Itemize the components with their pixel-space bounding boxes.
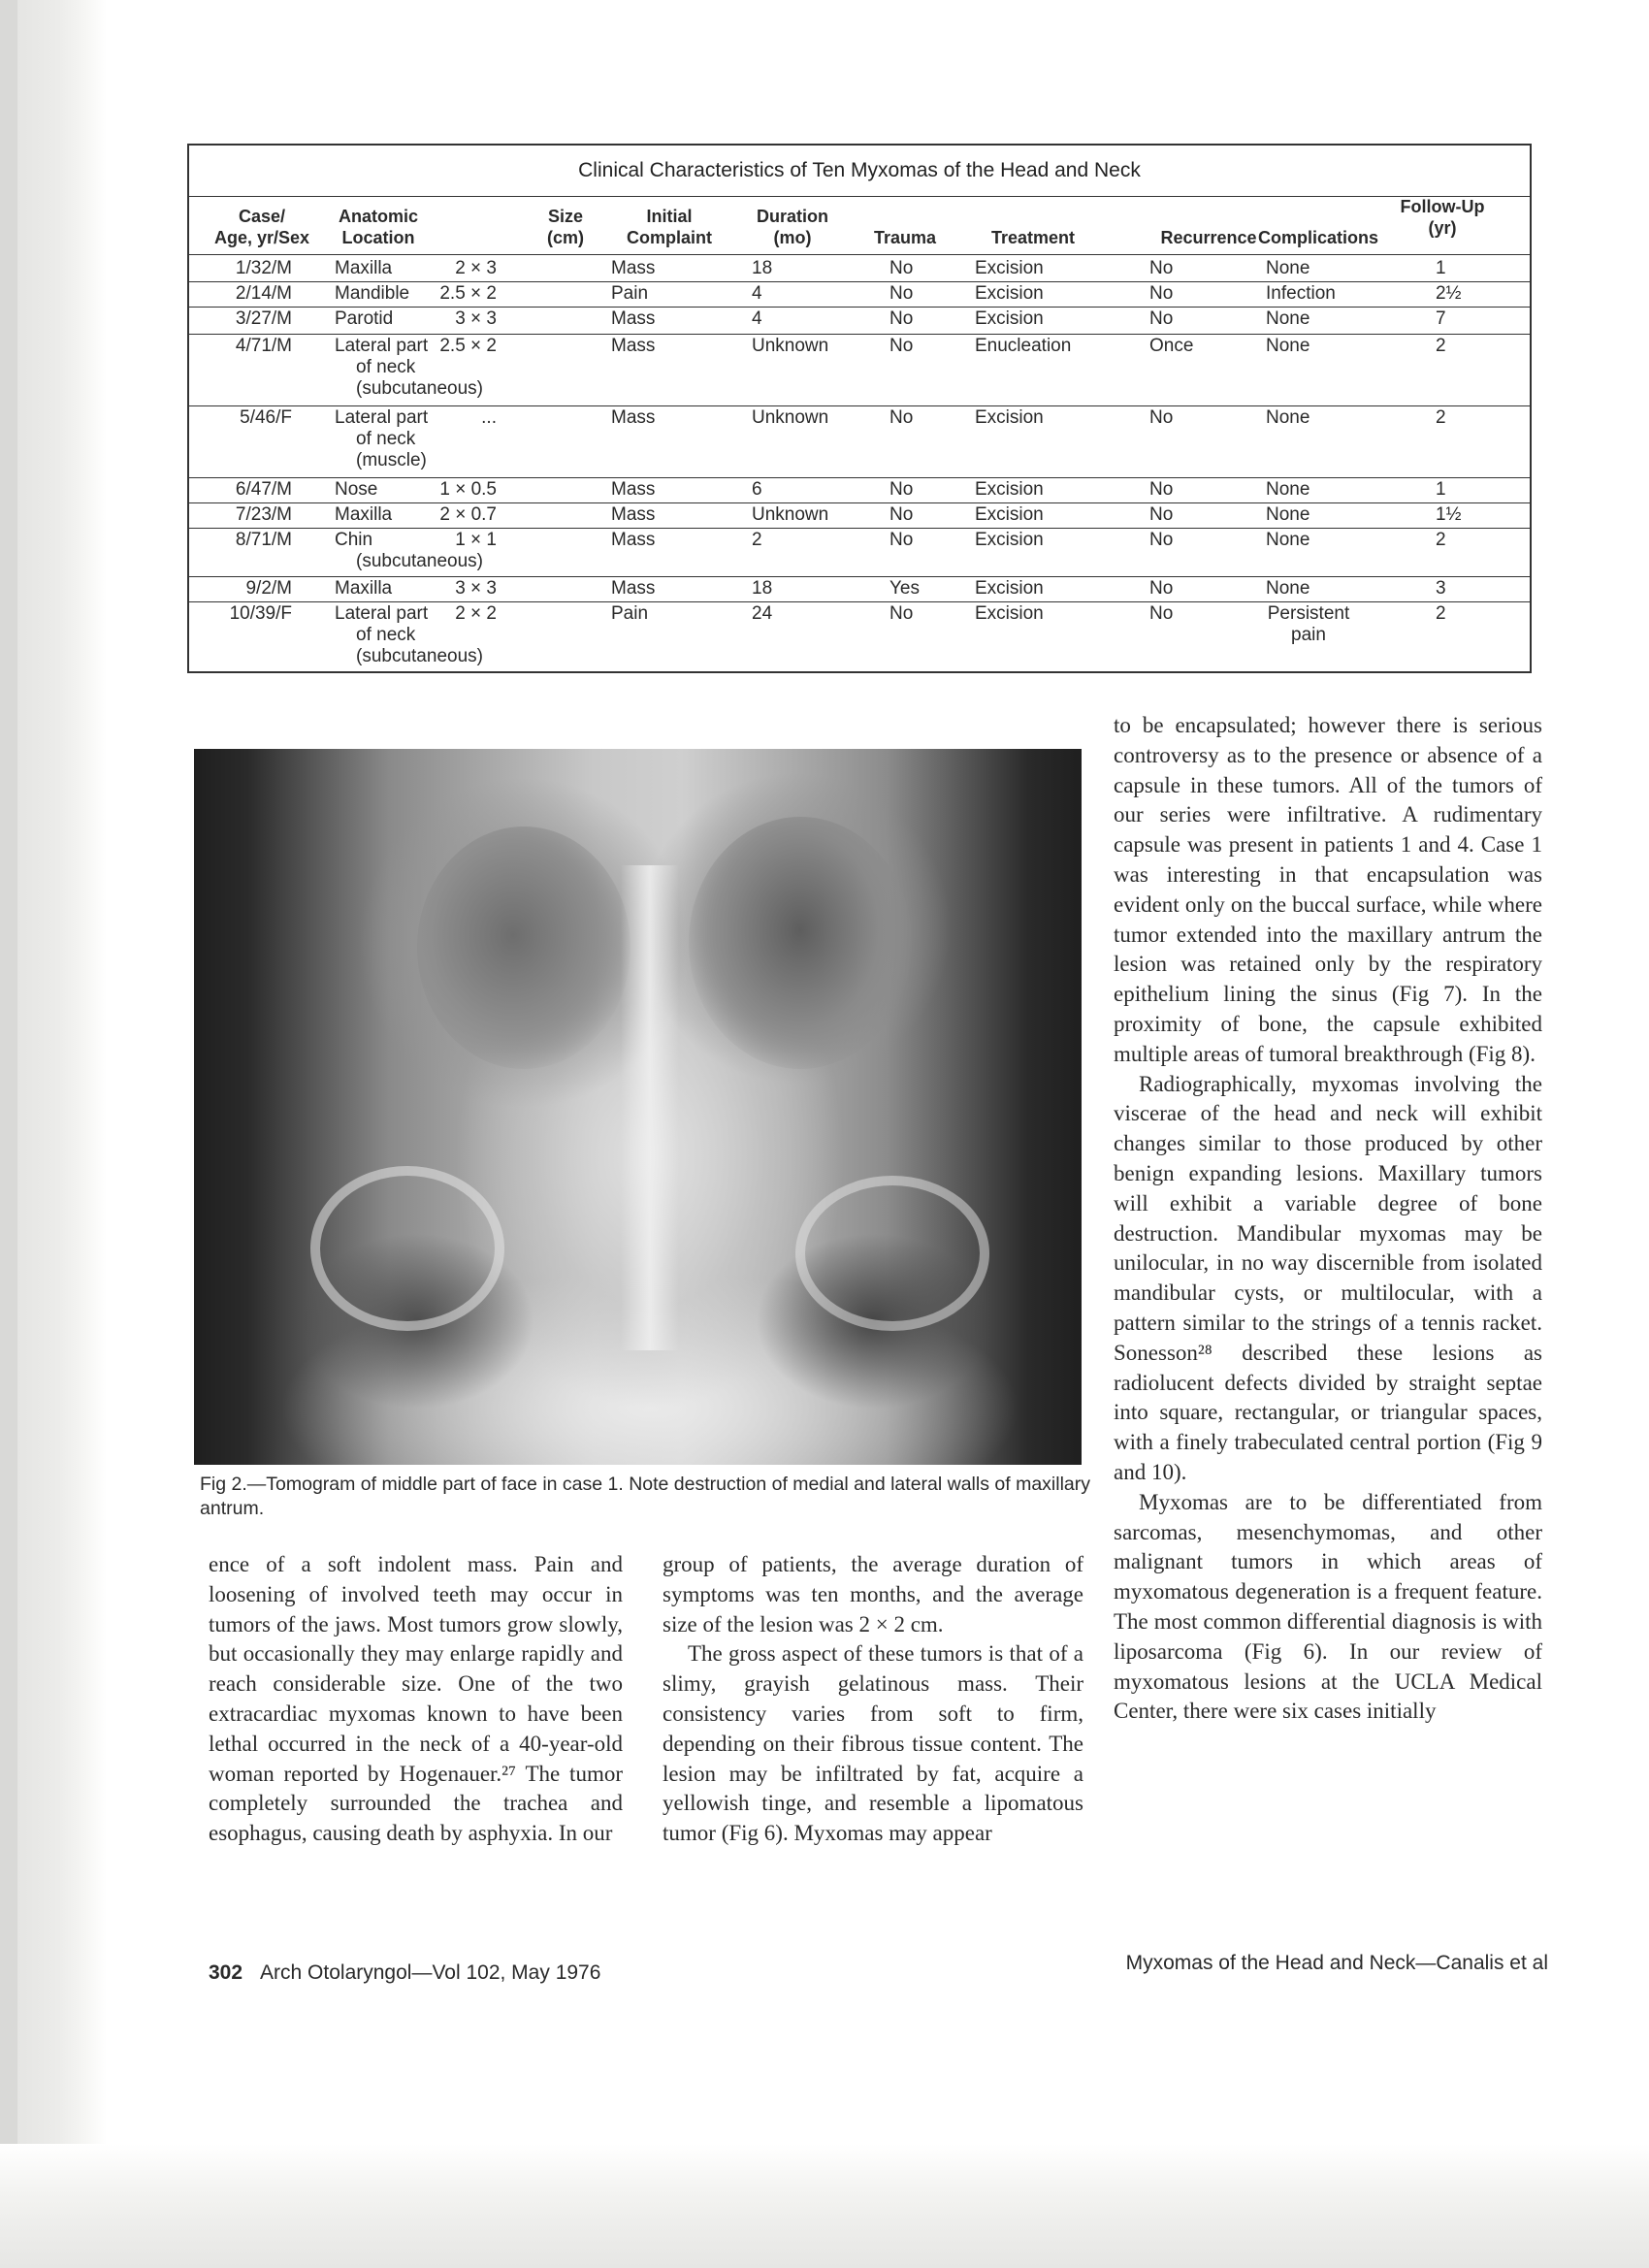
cell-complaint: Mass bbox=[611, 530, 656, 550]
cell-line: None bbox=[1266, 479, 1310, 500]
cell-case: 4/71/M bbox=[235, 336, 292, 356]
cell-location bbox=[335, 504, 392, 526]
cell-line: Maxilla bbox=[335, 504, 393, 525]
cell-size: 1 × 0.5 bbox=[439, 479, 497, 500]
cell-duration: Unknown bbox=[752, 504, 829, 525]
figure-caption: Fig 2.—Tomogram of middle part of face in case 1. Note destruction of medial and lateral walls of maxillary antrum. bbox=[200, 1474, 1090, 1519]
table-header-line: Case/ bbox=[238, 207, 286, 226]
table-header bbox=[291, 206, 466, 248]
cell-line: Lateral part bbox=[335, 407, 429, 428]
footer-left bbox=[209, 1961, 600, 1985]
running-title: Myxomas of the Head and Neck—Canalis et al bbox=[1125, 1952, 1548, 1974]
cell-followup: 1½ bbox=[1436, 504, 1462, 525]
cell-complications bbox=[1266, 336, 1310, 357]
cell-location bbox=[335, 578, 392, 599]
cell-line: None bbox=[1266, 308, 1310, 329]
cell-recurrence: No bbox=[1149, 504, 1174, 525]
page-number: 302 bbox=[209, 1961, 243, 1984]
cell-followup: 2 bbox=[1436, 603, 1446, 624]
cell-treatment: Excision bbox=[975, 504, 1044, 525]
table-rule bbox=[189, 334, 1532, 335]
body-column-middle bbox=[663, 1550, 1083, 1849]
table-header-line: Size bbox=[547, 207, 584, 226]
cell-followup: 2 bbox=[1436, 407, 1446, 428]
cell-line: Nose bbox=[335, 479, 378, 500]
cell-recurrence: Once bbox=[1149, 336, 1194, 356]
cell-trauma: No bbox=[889, 258, 914, 278]
cell-line: Maxilla bbox=[335, 258, 393, 278]
table-rule bbox=[189, 281, 1532, 282]
cell-treatment: Excision bbox=[975, 308, 1044, 329]
table-header-line: Anatomic bbox=[338, 207, 418, 226]
cell-followup: 1 bbox=[1436, 479, 1446, 500]
cell-followup: 3 bbox=[1436, 578, 1446, 599]
cell-treatment: Excision bbox=[975, 258, 1044, 278]
cell-complaint: Mass bbox=[611, 504, 656, 525]
table-header-line: Trauma bbox=[873, 228, 937, 247]
table-header-line: Follow-Up bbox=[1400, 197, 1485, 216]
cell-treatment: Excision bbox=[975, 603, 1044, 624]
cell-size: 2.5 × 2 bbox=[439, 336, 497, 356]
cell-line: None bbox=[1266, 407, 1310, 428]
cell-line: (muscle) bbox=[356, 450, 427, 470]
clinical-table bbox=[187, 144, 1532, 673]
cell-complications bbox=[1266, 504, 1310, 526]
cell-complications bbox=[1266, 258, 1310, 279]
cell-case: 8/71/M bbox=[235, 530, 292, 550]
right-bone-contour bbox=[795, 1176, 989, 1331]
cell-recurrence: No bbox=[1149, 530, 1174, 550]
cell-line: None bbox=[1266, 336, 1310, 356]
cell-size: 3 × 3 bbox=[455, 578, 497, 599]
table-rule bbox=[189, 477, 1532, 478]
cell-complications bbox=[1266, 479, 1310, 501]
cell-line: pain bbox=[1291, 625, 1326, 645]
table-header-line: (cm) bbox=[546, 228, 584, 247]
cell-followup: 2½ bbox=[1436, 283, 1462, 304]
cell-line: None bbox=[1266, 578, 1310, 599]
table-header-line: Recurrence bbox=[1160, 228, 1257, 247]
cell-duration: 6 bbox=[752, 479, 762, 500]
table-header-line: Duration bbox=[757, 207, 828, 226]
table-rule bbox=[189, 405, 1532, 406]
cell-case: 6/47/M bbox=[235, 479, 292, 500]
cell-trauma: No bbox=[889, 308, 914, 329]
table-rule bbox=[189, 254, 1532, 255]
cell-duration: 18 bbox=[752, 578, 773, 599]
cell-trauma: No bbox=[889, 504, 914, 525]
right-sinus-shadow bbox=[689, 817, 912, 1069]
cell-duration: Unknown bbox=[752, 336, 829, 356]
cell-recurrence: No bbox=[1149, 578, 1174, 599]
cell-duration: Unknown bbox=[752, 407, 829, 428]
cell-line: of neck bbox=[356, 429, 416, 449]
cell-complaint: Mass bbox=[611, 578, 656, 599]
body-paragraph: group of patients, the average duration of symptoms was ten months, and the average size of the lesion was 2 × 2 cm. bbox=[663, 1552, 1083, 1636]
cell-line: None bbox=[1266, 504, 1310, 525]
tomogram-figure bbox=[194, 749, 1082, 1465]
cell-line: Mandible bbox=[335, 283, 410, 304]
table-header-line: Location bbox=[341, 228, 415, 247]
table-rule bbox=[189, 307, 1532, 308]
cell-line: of neck bbox=[356, 625, 416, 645]
cell-treatment: Excision bbox=[975, 578, 1044, 599]
cell-size: 1 × 1 bbox=[455, 530, 497, 550]
body-paragraph: Myxomas are to be differentiated from sarcomas, mesenchymomas, and other malignant tumors in which areas of myxomatous degeneration is a frequent feature. The most common differential diagnosis is with liposarcoma (Fig 6). In our review of myxomatous lesions at the UCLA Medical Center, there were six cases initially bbox=[1114, 1489, 1542, 1724]
cell-trauma: No bbox=[889, 479, 914, 500]
cell-line: Infection bbox=[1266, 283, 1336, 304]
body-column-left bbox=[209, 1550, 623, 1849]
table-header-line: (mo) bbox=[773, 228, 812, 247]
body-paragraph: Radiographically, myxomas involving the viscerae of the head and neck will exhibit changes similar to those produced by other benign expanding lesions. Maxillary tumors will exhibit a variable degree of bone destruction. Mandibular myxomas may be unilocular, in no way discernible from isolated mandibular cysts, or multilocular, with a pattern similar to the strings of a tennis racket. Sonesson²⁸ described these lesions as radiolucent defects divided by straight septae into square, rectangular, or triangular spaces, with a finely trabeculated central portion (Fig 9 and 10). bbox=[1114, 1071, 1542, 1484]
cell-size: 3 × 3 bbox=[455, 308, 497, 329]
cell-recurrence: No bbox=[1149, 603, 1174, 624]
table-header bbox=[1355, 196, 1530, 239]
cell-recurrence: No bbox=[1149, 308, 1174, 329]
cell-complications bbox=[1266, 530, 1310, 551]
table-rule bbox=[189, 196, 1532, 197]
table-rule bbox=[189, 576, 1532, 577]
body-column-right bbox=[1114, 711, 1542, 1727]
cell-complications bbox=[1266, 283, 1336, 305]
cell-line: Lateral part bbox=[335, 336, 429, 356]
cell-treatment: Excision bbox=[975, 479, 1044, 500]
cell-line: (subcutaneous) bbox=[356, 551, 483, 571]
cell-size: 2.5 × 2 bbox=[439, 283, 497, 304]
cell-case: 2/14/M bbox=[235, 283, 292, 304]
body-paragraph: to be encapsulated; however there is serious controversy as to the presence or absence of a capsule in these tumors. All of the tumors of our series were infiltrative. A rudimentary capsule was present in patients 1 and 4. Case 1 was interesting in that encapsulation was evident only on the buccal surface, while where tumor extended into the maxillary antrum the lesion was retained only by the respiratory epithelium lining the sinus (Fig 7). In the proximity of bone, the capsule exhibited multiple areas of tumoral breakthrough (Fig 8). bbox=[1114, 713, 1542, 1066]
table-title: Clinical Characteristics of Ten Myxomas of the Head and Neck bbox=[578, 159, 1141, 181]
cell-followup: 7 bbox=[1436, 308, 1446, 329]
cell-location bbox=[335, 479, 377, 501]
cell-location bbox=[335, 308, 393, 330]
table-rule bbox=[189, 502, 1532, 503]
cell-case: 9/2/M bbox=[245, 578, 292, 599]
cell-treatment: Enucleation bbox=[975, 336, 1072, 356]
cell-line: Maxilla bbox=[335, 578, 393, 599]
cell-line: None bbox=[1266, 258, 1310, 278]
cell-duration: 4 bbox=[752, 283, 762, 304]
nasal-septum-shadow bbox=[621, 865, 679, 1350]
cell-trauma: No bbox=[889, 530, 914, 550]
cell-complaint: Pain bbox=[611, 283, 649, 304]
cell-case: 7/23/M bbox=[235, 504, 292, 525]
cell-duration: 18 bbox=[752, 258, 773, 278]
cell-recurrence: No bbox=[1149, 283, 1174, 304]
cell-line: (subcutaneous) bbox=[356, 378, 483, 399]
cell-complications bbox=[1250, 603, 1367, 646]
cell-recurrence: No bbox=[1149, 258, 1174, 278]
cell-treatment: Excision bbox=[975, 530, 1044, 550]
cell-recurrence: No bbox=[1149, 407, 1174, 428]
cell-complications bbox=[1266, 578, 1310, 599]
cell-treatment: Excision bbox=[975, 407, 1044, 428]
cell-followup: 2 bbox=[1436, 530, 1446, 550]
cell-location bbox=[335, 258, 392, 279]
table-header bbox=[946, 227, 1120, 248]
cell-trauma: Yes bbox=[889, 578, 920, 599]
table-rule bbox=[189, 601, 1532, 602]
cell-duration: 24 bbox=[752, 603, 773, 624]
cell-complaint: Mass bbox=[611, 258, 656, 278]
cell-trauma: No bbox=[889, 603, 914, 624]
cell-case: 5/46/F bbox=[240, 407, 292, 428]
table-header-line: Age, yr/Sex bbox=[213, 228, 310, 247]
cell-line: of neck bbox=[356, 357, 416, 377]
cell-complications bbox=[1266, 308, 1310, 330]
cell-duration: 4 bbox=[752, 308, 762, 329]
cell-treatment: Excision bbox=[975, 283, 1044, 304]
cell-location bbox=[335, 283, 409, 305]
cell-case: 10/39/F bbox=[229, 603, 292, 624]
cell-complications bbox=[1266, 407, 1310, 429]
cell-followup: 2 bbox=[1436, 336, 1446, 356]
body-paragraph: The gross aspect of these tumors is that of a slimy, grayish gelatinous mass. Their consistency varies from soft to firm, depending on their fibrous tissue content. The lesion may be infiltrated by fat, acquire a yellowish tinge, and resemble a lipomatous tumor (Fig 6). Myxomas may appear bbox=[663, 1641, 1083, 1846]
table-header-line: (yr) bbox=[1428, 218, 1457, 238]
cell-complaint: Mass bbox=[611, 479, 656, 500]
cell-line: Parotid bbox=[335, 308, 394, 329]
table-header-line: Initial bbox=[646, 207, 693, 226]
body-paragraph: ence of a soft indolent mass. Pain and loosening of involved teeth may occur in tumors of the jaws. Most tumors grow slowly, but occasionally they may enlarge rapidly and reach considerable size. One of the two extracardiac myxomas known to have been lethal occurred in the neck of a 40-year-old woman reported by Hogenauer.²⁷ The tumor completely surrounded the trachea and esophagus, causing death by asphyxia. In our bbox=[209, 1552, 623, 1846]
table-header-line: Complications bbox=[1257, 228, 1378, 247]
cell-complaint: Mass bbox=[611, 336, 656, 356]
cell-line: None bbox=[1266, 530, 1310, 550]
cell-recurrence: No bbox=[1149, 479, 1174, 500]
left-sinus-shadow bbox=[417, 826, 630, 1069]
cell-duration: 2 bbox=[752, 530, 762, 550]
cell-size: 2 × 0.7 bbox=[439, 504, 497, 525]
cell-size: 2 × 3 bbox=[455, 258, 497, 278]
cell-trauma: No bbox=[889, 407, 914, 428]
page-edge-left bbox=[0, 0, 17, 2268]
cell-line: Lateral part bbox=[335, 603, 429, 624]
table-header-line: Complaint bbox=[627, 228, 712, 247]
cell-size: 2 × 2 bbox=[455, 603, 497, 624]
cell-line: Persistent bbox=[1267, 603, 1350, 624]
table-header-line: Treatment bbox=[990, 228, 1076, 247]
cell-line: (subcutaneous) bbox=[356, 646, 483, 666]
cell-trauma: No bbox=[889, 283, 914, 304]
cell-complaint: Mass bbox=[611, 308, 656, 329]
journal-citation: Arch Otolaryngol—Vol 102, May 1976 bbox=[260, 1961, 601, 1984]
cell-case: 1/32/M bbox=[235, 258, 292, 278]
cell-followup: 1 bbox=[1436, 258, 1446, 278]
cell-complaint: Mass bbox=[611, 407, 656, 428]
page-shadow-bottom bbox=[0, 2144, 1649, 2268]
table-rule bbox=[189, 528, 1532, 529]
cell-complaint: Pain bbox=[611, 603, 649, 624]
cell-trauma: No bbox=[889, 336, 914, 356]
cell-line: Chin bbox=[335, 530, 373, 550]
cell-size: ... bbox=[481, 407, 497, 428]
left-bone-contour bbox=[310, 1166, 504, 1331]
cell-case: 3/27/M bbox=[235, 308, 292, 329]
